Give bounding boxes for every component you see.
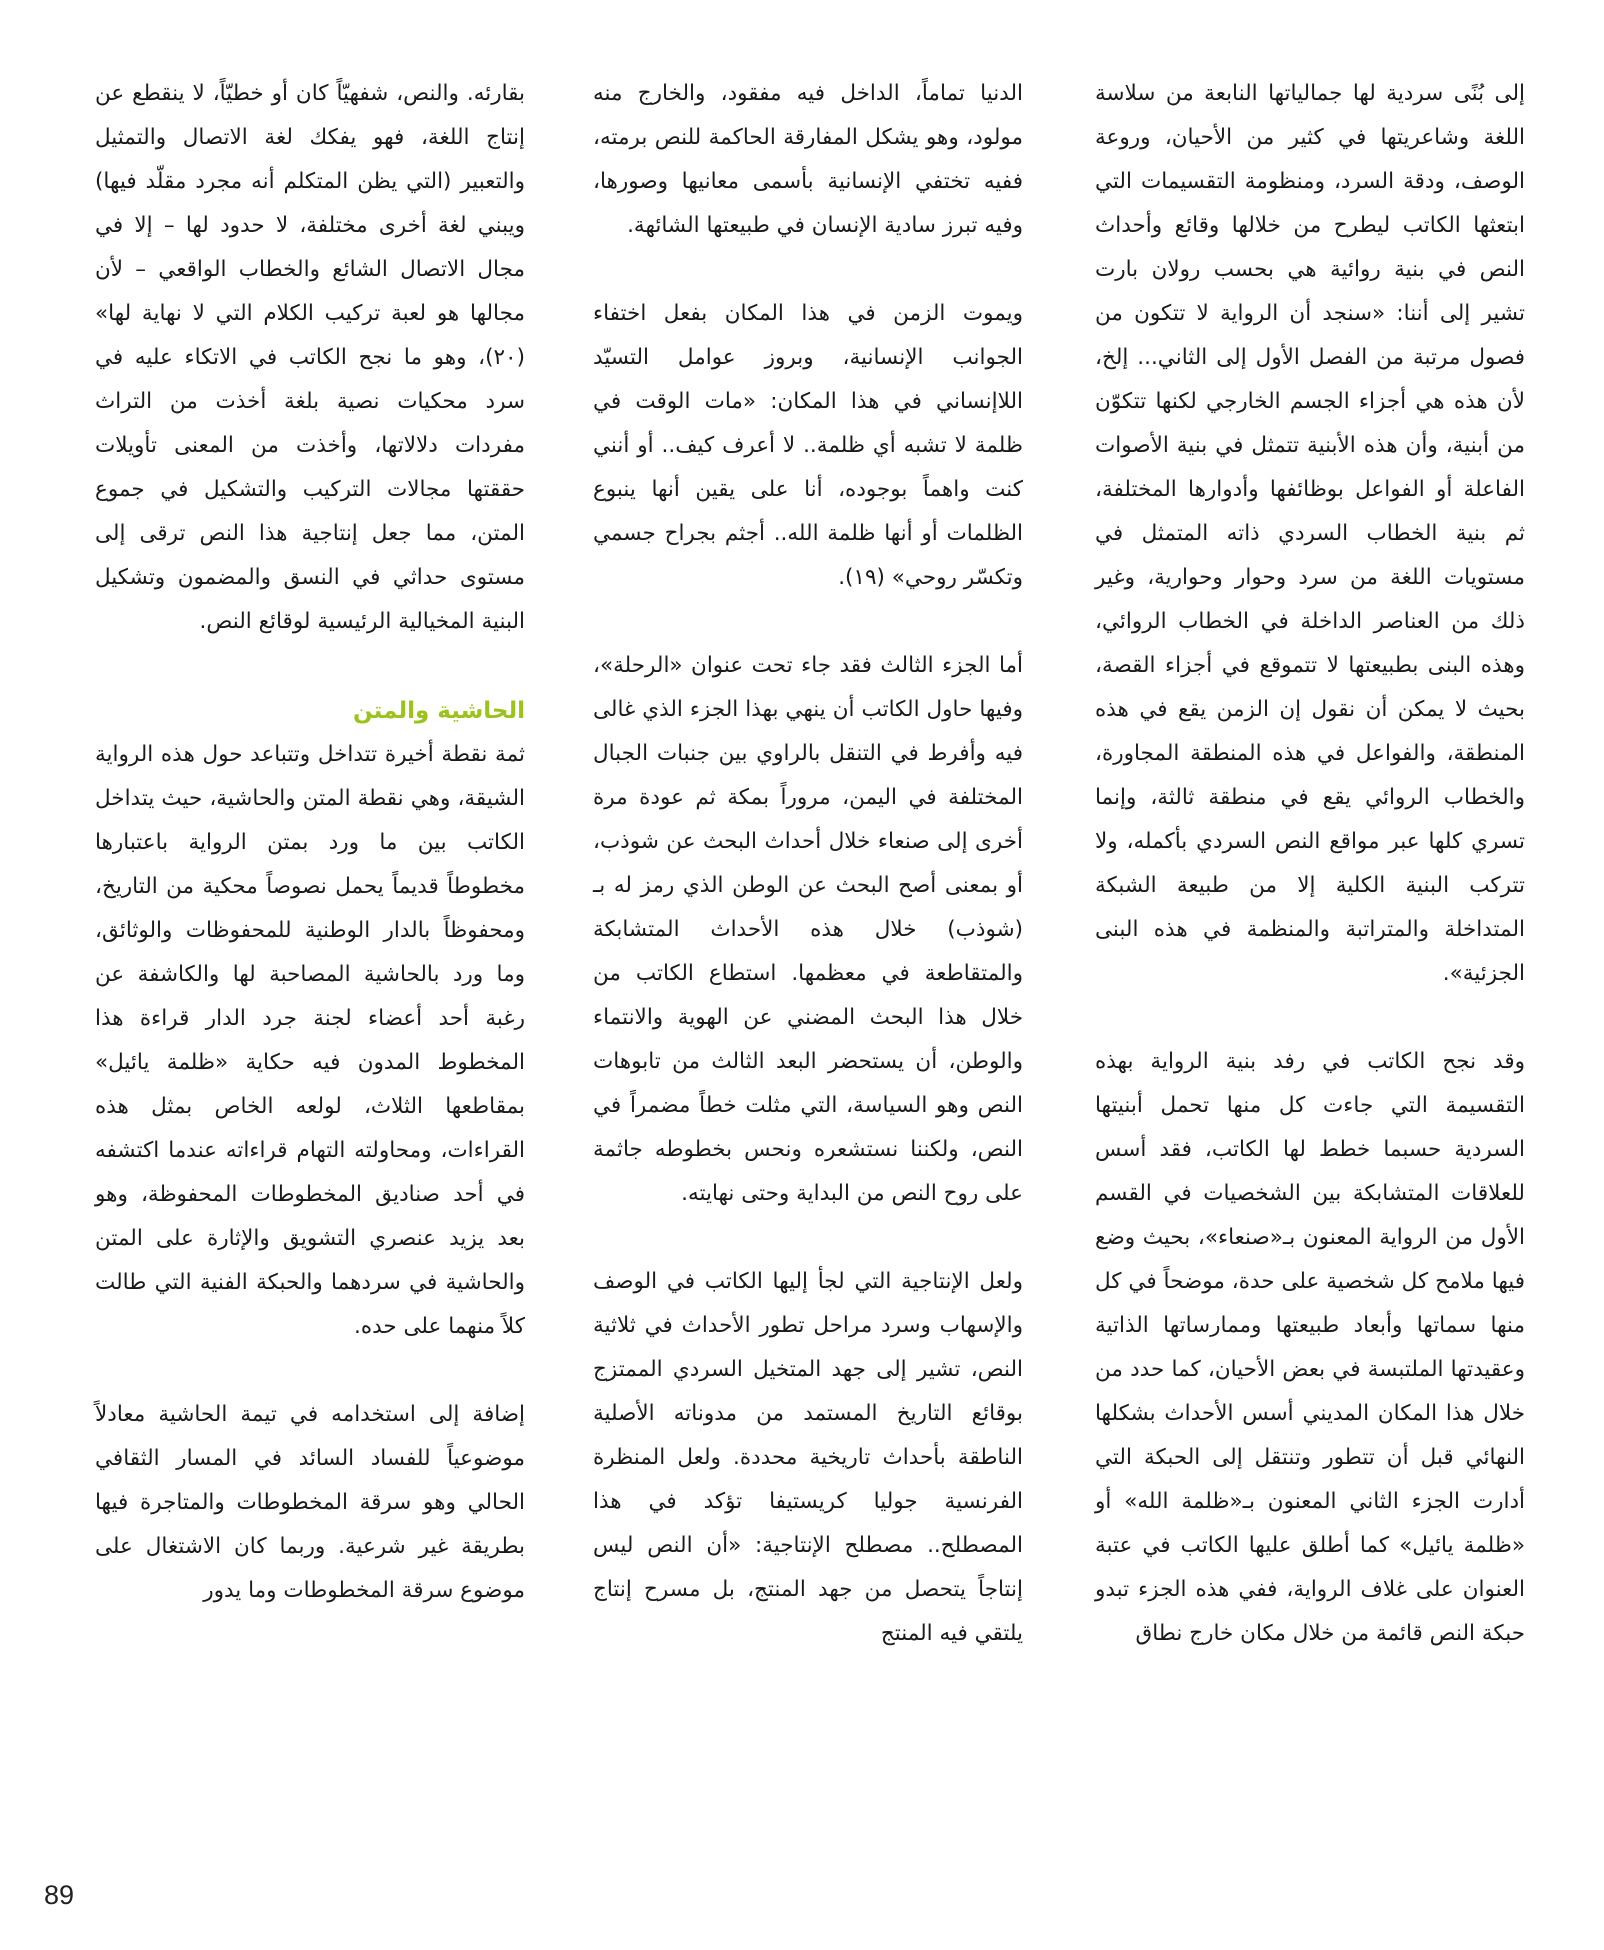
article-paragraph: إضافة إلى استخدامه في تيمة الحاشية معادلاً موضوعياً للفساد السائد في المسار الثقافي الحالي وهو سرقة المخطوطات والمتاجرة فيها بطريقة غير شرعية. وربما كان الاشتغال على موضوع سرقة المخطوطات وما يدور [95,1402,525,1603]
article-paragraph: إلى بُنًى سردية لها جمالياتها النابعة من سلاسة اللغة وشاعريتها في كثير من الأحيان، وروعة الوصف، ودقة السرد، ومنظومة التقسيمات التي ابتعثها الكاتب ليطرح من خلالها وقائع وأحداث النص في بنية روائية هي بحسب رولان بارت تشير إلى أننا: «سنجد أن الرواية لا تتكون من فصول مرتبة من الفصل الأول إلى الثاني... إلخ، لأن هذه هي أجزاء الجسم الخارجي لكنها تتكوّن من أبنية، وأن هذه الأبنية تتمثل في بنية الأصوات الفاعلة أو الفواعل بوظائفها وأدوارها المختلفة، ثم بنية الخطاب السردي ذاته المتمثل في مستويات اللغة من سرد وحوار وحوارية، وغير ذلك من العناصر الداخلة في الخطاب الروائي، وهذه البنى بطبيعتها لا تتموقع في أجزاء القصة، بحيث لا يمكن أن نقول إن الزمن يقع في هذه المنطقة، والفواعل في هذه المنطقة المجاورة، والخطاب الروائي يقع في منطقة ثالثة، وإنما تسري كلها عبر مواقع النص السردي بأكمله، ولا تتركب البنية الكلية إلا من طبيعة الشبكة المتداخلة والمتراتبة والمنظمة في هذه البنى الجزئية». [1095,81,1525,986]
section-heading: الحاشية والمتن [352,698,525,724]
article-paragraph: ويموت الزمن في هذا المكان بفعل اختفاء الجوانب الإنسانية، وبروز عوامل التسيّد اللاإنساني في هذا المكان: «مات الوقت في ظلمة لا تشبه أي ظلمة.. لا أعرف كيف.. أو أنني كنت واهماً بوجوده، أنا على يقين أنها ينبوع الظلمات أو أنها ظلمة الله.. أجثم بجراح جسمي وتكسّر روحي» (١٩). [593,301,1023,590]
article-paragraph: ولعل الإنتاجية التي لجأ إليها الكاتب في الوصف والإسهاب وسرد مراحل تطور الأحداث في ثلاثية النص، تشير إلى جهد المتخيل السردي الممتزج بوقائع التاريخ المستمد من مدوناته الأصلية الناطقة بأحداث تاريخية محددة. ولعل المنظرة الفرنسية جوليا كريستيفا تؤكد في هذا المصطلح.. مصطلح الإنتاجية: «أن النص ليس إنتاجاً يتحصل من جهد المنتج، بل مسرح إنتاج يلتقي فيه المنتج [593,1269,1023,1646]
article-column-left [95,72,525,1613]
article-paragraph: أما الجزء الثالث فقد جاء تحت عنوان «الرحلة»، وفيها حاول الكاتب أن ينهي بهذا الجزء الذي غالى فيه وأفرط في التنقل بالراوي بين جنبات الجبال المختلفة في اليمن، مروراً بمكة ثم عودة مرة أخرى إلى صنعاء خلال أحداث البحث عن شوذب، أو بمعنى أصح البحث عن الوطن الذي رمز له بـ (شوذب) خلال هذه الأحداث المتشابكة والمتقاطعة في معظمها. استطاع الكاتب من خلال هذا البحث المضني عن الهوية والانتماء والوطن، أن يستحضر البعد الثالث من تابوهات النص وهو السياسة، التي مثلت خطاً مضمراً في النص، ولكننا نستشعره ونحس بخطوطه جاثمة على روح النص من البداية وحتى نهايته. [593,653,1023,1206]
article-column-right [1095,72,1525,1656]
article-paragraph: بقارئه. والنص، شفهيّاً كان أو خطيّاً، لا ينقطع عن إنتاج اللغة، فهو يفكك لغة الاتصال والتمثيل والتعبير (التي يظن المتكلم أنه مجرد مقلّد فيها) ويبني لغة أخرى مختلفة، لا حدود لها – إلا في مجال الاتصال الشائع والخطاب الواقعي – لأن مجالها هو لعبة تركيب الكلام التي لا نهاية لها» (٢٠)، وهو ما نجح الكاتب في الاتكاء عليه في سرد محكيات نصية بلغة أخذت من التراث مفردات دلالاتها، وأخذت من المعنى تأويلات حققتها مجالات التركيب والتشكيل في جموع المتن، مما جعل إنتاجية هذا النص ترقى إلى مستوى حداثي في النسق والمضمون وتشكيل البنية المخيالية الرئيسية لوقائع النص. [95,81,525,634]
article-paragraph: وقد نجح الكاتب في رفد بنية الرواية بهذه التقسيمة التي جاءت كل منها تحمل أبنيتها السردية حسبما خطط لها الكاتب، فقد أسس للعلاقات المتشابكة بين الشخصيات في القسم الأول من الرواية المعنون بـ«صنعاء»، بحيث وضع فيها ملامح كل شخصية على حدة، موضحاً في كل منها سماتها وأبعاد طبيعتها وممارساتها الذاتية وعقيدتها الملتبسة في بعض الأحيان، كما حدد من خلال هذا المكان المديني أسس الأحداث بشكلها النهائي قبل أن تتطور وتنتقل إلى الحبكة التي أدارت الجزء الثاني المعنون بـ«ظلمة الله» أو «ظلمة يائيل» كما أطلق عليها الكاتب في عتبة العنوان على غلاف الرواية، ففي هذه الجزء تبدو حبكة النص قائمة من خلال مكان خارج نطاق [1095,1049,1525,1646]
article-paragraph: ثمة نقطة أخيرة تتداخل وتتباعد حول هذه الرواية الشيقة، وهي نقطة المتن والحاشية، حيث يتداخل الكاتب بين ما ورد بمتن الرواية باعتبارها مخطوطاً قديماً يحمل نصوصاً محكية من التاريخ، ومحفوظاً بالدار الوطنية للمحفوظات والوثائق، وما ورد بالحاشية المصاحبة لها والكاشفة عن رغبة أحد أعضاء لجنة جرد الدار قراءة هذا المخطوط المدون فيه حكاية «ظلمة يائيل» بمقاطعها الثلاث، لولعه الخاص بمثل هذه القراءات، ومحاولته التهام قراءاته عندما اكتشفه في أحد صناديق المخطوطات المحفوظة، وهو بعد يزيد عنصري التشويق والإثارة على المتن والحاشية في سردهما والحبكة الفنية التي طالت كلاً منهما على حده. [95,742,525,1339]
article-column-middle [593,72,1023,1656]
article-paragraph: الدنيا تماماً، الداخل فيه مفقود، والخارج منه مولود، وهو يشكل المفارقة الحاكمة للنص برمته، ففيه تختفي الإنسانية بأسمى معانيها وصورها، وفيه تبرز سادية الإنسان في طبيعتها الشائهة. [593,81,1023,238]
page-number: 89 [44,1880,75,1910]
